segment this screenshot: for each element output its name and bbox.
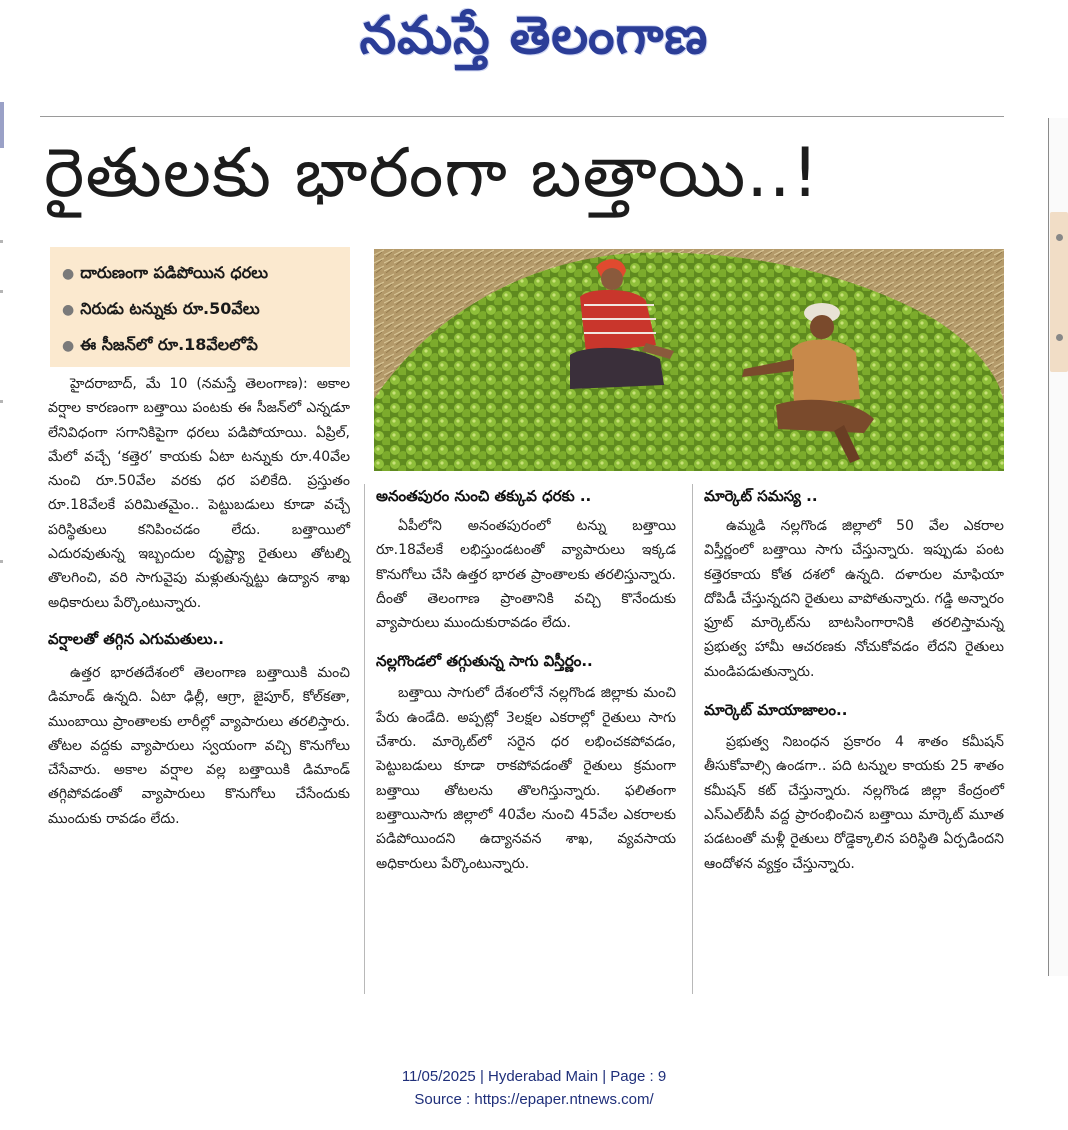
article-headline: రైతులకు భారంగా బత్తాయి..!	[44, 134, 820, 213]
body-paragraph: ఉత్తర భారతదేశంలో తెలంగాణ బత్తాయికి మంచి డిమాండ్‌ ఉన్నది. ఏటా ఢిల్లీ, ఆగ్రా, జైపూర్‌, కోల్‌కతా, ముంబాయి ప్రాంతాలకు లారీల్లో వ్యాపారులు తరలిస్తారు. తోటల వద్దకు వ్యాపారులు స్వయంగా వచ్చి కొనుగోలు చేసేవారు. అకాల వర్షాల వల్ల బత్తాయికి డిమాండ్‌ తగ్గిపోవడంతో వ్యాపారులు కొనుగోలు చేసేందుకు ముందుకు రావడం లేదు.	[48, 664, 350, 827]
subheading: మార్కెట్‌ మాయాజాలం..	[704, 701, 848, 720]
subheading: నల్లగొండలో తగ్గుతున్న సాగు విస్తీర్ణం..	[376, 652, 593, 671]
subheading: వర్షాలతో తగ్గిన ఎగుమతులు..	[48, 629, 224, 648]
highlights-box	[50, 247, 350, 367]
subheading: అనంతపురం నుంచి తక్కువ ధరకు ..	[376, 487, 592, 505]
highlight-item: ● దారుణంగా పడిపోయిన ధరలు	[62, 263, 269, 282]
page-edge-tick	[0, 400, 3, 403]
article-column-2	[376, 484, 676, 876]
column-divider	[692, 484, 693, 994]
bullet-icon	[1056, 234, 1063, 241]
bullet-icon: ●	[62, 266, 75, 282]
bullet-icon: ●	[62, 302, 75, 318]
article-photo	[374, 249, 1004, 471]
page-edge-tick	[0, 560, 3, 563]
bullet-icon	[1056, 334, 1063, 341]
farmers-sorting-sweet-limes-image	[374, 249, 1004, 471]
body-paragraph: ప్రభుత్వ నిబంధన ప్రకారం 4 శాతం కమీషన్‌ తీసుకోవాల్సి ఉండగా.. పది టన్నుల కాయకు 25 శాతం కమీషన్‌ కట్‌ చేస్తున్నారు. నల్లగొండ జిల్లా కేంద్రంలో ఎస్‌ఎల్‌బీసీ వద్ద ప్రారంభించిన బత్తాయి మార్కెట్‌ మూత పడటంతో మళ్లీ రైతులు రోడ్డెక్కాలిన పరిస్థితి ఏర్పడిందని ఆందోళన వ్యక్తం చేస్తున్నారు.	[704, 734, 1004, 872]
page-edge-tick	[0, 290, 3, 293]
footer-edition-info: 11/05/2025 | Hyderabad Main | Page : 9	[401, 1068, 667, 1085]
footer-source-link[interactable]: Source : https://epaper.ntnews.com/	[414, 1091, 654, 1108]
newspaper-masthead: నమస్తే తెలంగాణ	[359, 6, 709, 66]
body-paragraph: హైదరాబాద్‌, మే 10 (నమస్తే తెలంగాణ): అకాల వర్షాల కారణంగా బత్తాయి పంటకు ఈ సీజన్‌లో ఎన్నడూ లేనివిధంగా సగానికిపైగా ధరలు పడిపోయాయి. ఏప్రిల్‌, మేలో వచ్చే ‘కత్తెర’ కాయకు ఏటా టన్నుకు రూ.40వేల నుంచి రూ.50వేల వరకు ధర పలికేది. ప్రస్తుతం రూ.18వేలకే పరిమితమైం.. పెట్టుబడులు కూడా వచ్చే పరిస్థితులు కనిపించడం లేదు. బత్తాయిలో ఎదురవుతున్న ఇబ్బందుల దృష్ట్యా రైతులు తోటల్ని తొలగించి, వరి సాగువైపు మళ్లుతున్నట్టు ఉద్యాన శాఖ అధికారులు పేర్కొంటున్నారు.	[48, 376, 350, 611]
subheading: మార్కెట్‌ సమస్య ..	[704, 487, 818, 505]
bullet-icon: ●	[62, 338, 75, 354]
header-rule	[40, 116, 1004, 117]
page-edge-tick	[0, 240, 3, 243]
body-paragraph: బత్తాయి సాగులో దేశంలోనే నల్లగొండ జిల్లాకు మంచి పేరు ఉండేది. అప్పట్లో 3లక్షల ఎకరాల్లో రైతులు సాగు చేశారు. మార్కెట్‌లో సరైన ధర లభించకపోవడం, పెట్టుబడులు కూడా రాకపోవడంతో రైతులు క్రమంగా బత్తాయి తోటలను తొలగిస్తున్నారు. ఫలితంగా బత్తాయిసాగు జిల్లాలో 40వేల నుంచి 45వేల ఎకరాలకు పడిపోయిందని ఉద్యానవన శాఖ, వ్యవసాయ అధికారులు పేర్కొంటున్నారు.	[376, 685, 676, 872]
column-divider	[364, 484, 365, 994]
page-edge-marker	[0, 102, 4, 148]
body-paragraph: ఉమ్మడి నల్లగొండ జిల్లాలో 50 వేల ఎకరాల విస్తీర్ణంలో బత్తాయి సాగు చేస్తున్నారు. ఇప్పుడు పంట కత్తెరకాయ కోత దశలో ఉన్నది. దళారుల మాఫియా దోపిడీ చేస్తున్నదని రైతులు వాపోతున్నారు. గడ్డి అన్నారం ఫ్రూట్‌ మార్కెట్‌ను బాటసింగారానికి తరలిస్తామన్న ప్రభుత్వ హామీ ఆచరణకు నోచుకోవడం లేదని రైతులు మండిపడుతున్నారు.	[704, 518, 1004, 680]
article-column-1	[48, 372, 350, 831]
article-column-3	[704, 484, 1004, 876]
body-paragraph: ఏపీలోని అనంతపురంలో టన్ను బత్తాయి రూ.18వేలకే లభిస్తుండటంతో వ్యాపారులు ఇక్కడ కొనుగోలు చేసి ఉత్తర భారత ప్రాంతాలకు తరలిస్తున్నారు. దీంతో తెలంగాణ ప్రాంతానికి వచ్చి కొనేందుకు వ్యాపారులు ముందుకురావడం లేదు.	[376, 518, 676, 632]
highlight-item: ● నిరుడు టన్నుకు రూ.50వేలు	[62, 299, 260, 318]
highlight-item: ● ఈ సీజన్‌లో రూ.18వేలలోపే	[62, 335, 258, 354]
